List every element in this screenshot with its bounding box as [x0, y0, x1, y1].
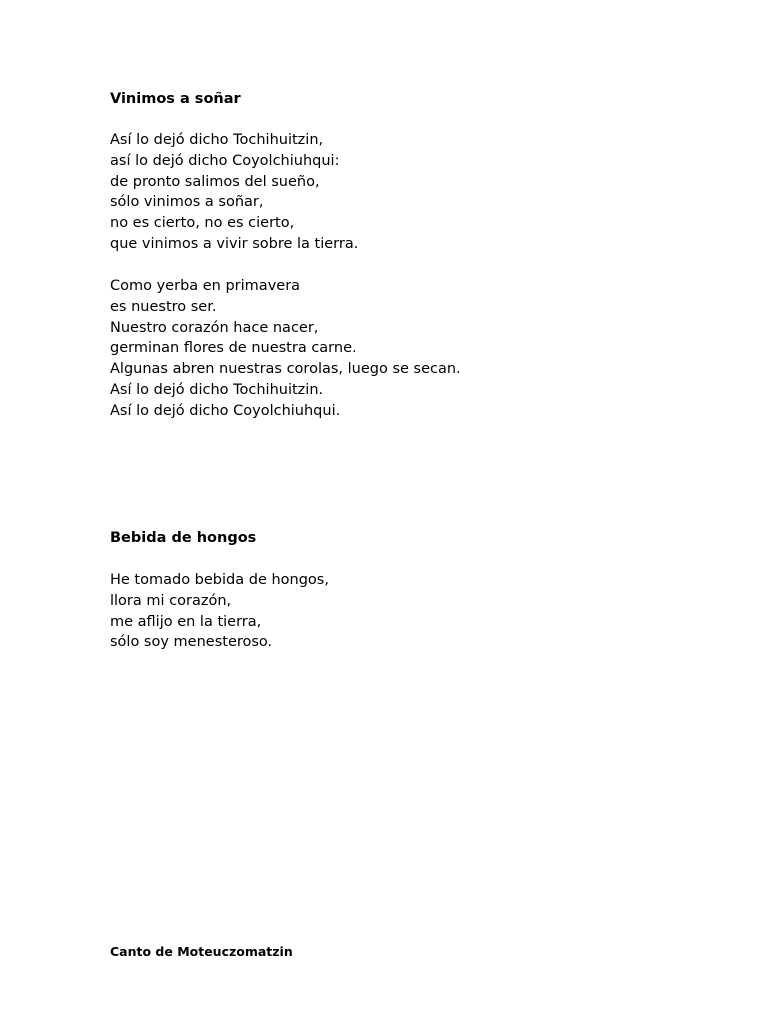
poem-vinimos-a-sonar — [110, 89, 730, 110]
poem-stanza — [110, 276, 730, 422]
poem-line: llora mi corazón, — [110, 592, 232, 609]
poem-line: de pronto salimos del sueño, — [110, 173, 320, 190]
poem-line: Como yerba en primavera — [110, 278, 301, 294]
poem-line: Así lo dejó dicho Tochihuitzin. — [110, 381, 324, 398]
poem-line: así lo dejó dicho Coyolchiuhqui: — [110, 152, 340, 169]
poem-stanza — [110, 570, 730, 653]
poem-title: Vinimos a soñar — [110, 91, 241, 107]
poem-stanza — [110, 130, 730, 255]
footer-section — [110, 943, 730, 961]
poem-line: He tomado bebida de hongos, — [110, 572, 329, 588]
poem-line: que vinimos a vivir sobre la tierra. — [110, 235, 359, 252]
poem-line: no es cierto, no es cierto, — [110, 215, 295, 232]
poem-title: Bebida de hongos — [110, 530, 257, 546]
poem-line: sólo vinimos a soñar, — [110, 194, 264, 211]
poem-line: Algunas abren nuestras corolas, luego se secan. — [110, 361, 461, 378]
poem-line: Así lo dejó dicho Tochihuitzin, — [110, 132, 324, 148]
poem-line: es nuestro ser. — [110, 298, 217, 315]
poem-line: sólo soy menesteroso. — [110, 634, 273, 651]
poem-line: Así lo dejó dicho Coyolchiuhqui. — [110, 402, 341, 419]
poem-bebida-de-hongos — [110, 528, 730, 549]
poem-line: Nuestro corazón hace nacer, — [110, 319, 319, 336]
footer-title: Canto de Moteuczomatzin — [110, 944, 293, 959]
poem-line: germinan flores de nuestra carne. — [110, 340, 357, 357]
poem-line: me aflijo en la tierra, — [110, 613, 262, 630]
